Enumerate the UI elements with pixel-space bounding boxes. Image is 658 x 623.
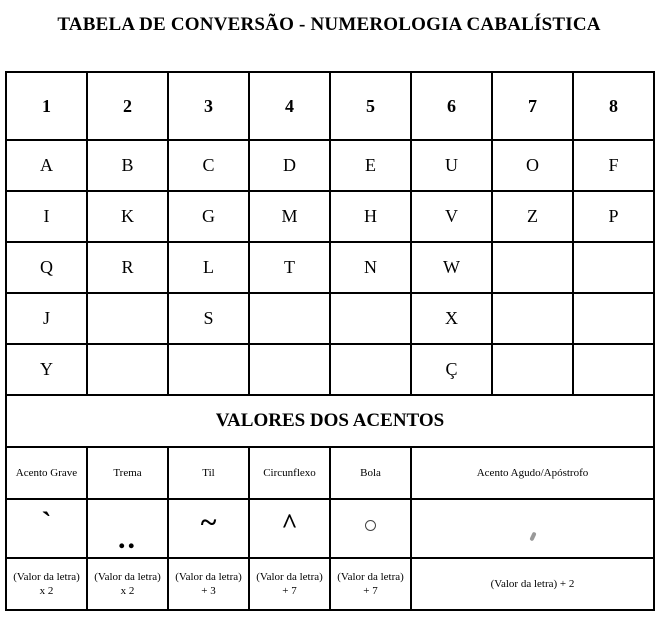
letter-cell	[492, 344, 573, 395]
accent-value-line1: (Valor da letra)	[94, 571, 161, 583]
accents-title-row	[6, 395, 654, 447]
letter-cell	[249, 344, 330, 395]
letter-row	[6, 242, 654, 293]
letter-cell: J	[6, 293, 87, 344]
letter-row	[6, 293, 654, 344]
accent-name: Bola	[330, 447, 411, 499]
letter-row	[6, 191, 654, 242]
accent-value-line2: + 7	[363, 585, 378, 597]
letter-cell: X	[411, 293, 492, 344]
tilde-icon: ~	[200, 505, 217, 539]
accent-name: Trema	[87, 447, 168, 499]
accent-value: (Valor da letra) + 2	[411, 558, 654, 610]
letter-cell	[330, 344, 411, 395]
accent-value	[87, 558, 168, 610]
letter-cell: A	[6, 140, 87, 191]
accent-name-row	[6, 447, 654, 499]
letter-cell: Q	[6, 242, 87, 293]
number-cell: 7	[492, 72, 573, 140]
accent-value-line2: + 3	[201, 585, 216, 597]
number-cell: 4	[249, 72, 330, 140]
letter-cell: W	[411, 242, 492, 293]
accent-symbol-cell	[330, 499, 411, 558]
accent-value-line2: + 7	[282, 585, 297, 597]
accent-name: Circunflexo	[249, 447, 330, 499]
accent-symbol-cell	[411, 499, 654, 558]
letter-cell	[573, 293, 654, 344]
accent-symbol-cell	[6, 499, 87, 558]
letter-cell: U	[411, 140, 492, 191]
number-cell: 1	[6, 72, 87, 140]
letter-cell: S	[168, 293, 249, 344]
letter-cell: M	[249, 191, 330, 242]
letter-cell	[492, 293, 573, 344]
letter-row	[6, 344, 654, 395]
circumflex-icon: ^	[281, 508, 298, 540]
accent-value	[6, 558, 87, 610]
letter-cell: Z	[492, 191, 573, 242]
letter-cell: O	[492, 140, 573, 191]
letter-cell: L	[168, 242, 249, 293]
number-cell: 3	[168, 72, 249, 140]
letter-cell: F	[573, 140, 654, 191]
accent-value-line1: (Valor da letra)	[13, 571, 80, 583]
letter-cell: Ç	[411, 344, 492, 395]
letter-cell	[573, 242, 654, 293]
letter-cell: P	[573, 191, 654, 242]
letter-cell: N	[330, 242, 411, 293]
letter-cell: G	[168, 191, 249, 242]
letter-cell: K	[87, 191, 168, 242]
page-title: TABELA DE CONVERSÃO - NUMEROLOGIA CABALÍSTICA	[57, 14, 601, 35]
letter-cell	[573, 344, 654, 395]
ring-icon	[365, 520, 376, 531]
letter-cell	[168, 344, 249, 395]
letter-cell	[87, 293, 168, 344]
accents-title: VALORES DOS ACENTOS	[6, 395, 654, 447]
letter-cell: R	[87, 242, 168, 293]
accent-value-line2: x 2	[39, 585, 54, 597]
letter-cell: E	[330, 140, 411, 191]
acute-apostrophe-icon	[529, 531, 536, 541]
number-header-row	[6, 72, 654, 140]
accent-symbol-row	[6, 499, 654, 558]
accent-name: Til	[168, 447, 249, 499]
letter-row	[6, 140, 654, 191]
letter-cell	[492, 242, 573, 293]
letter-cell: T	[249, 242, 330, 293]
letter-cell: C	[168, 140, 249, 191]
accent-symbol-cell	[168, 499, 249, 558]
letter-cell	[330, 293, 411, 344]
conversion-table	[5, 71, 655, 611]
accent-value	[168, 558, 249, 610]
letter-cell: D	[249, 140, 330, 191]
accent-value-line1: (Valor da letra)	[256, 571, 323, 583]
letter-cell: V	[411, 191, 492, 242]
accent-value-row	[6, 558, 654, 610]
accent-value	[249, 558, 330, 610]
accent-symbol-cell	[87, 499, 168, 558]
accent-value-line1: (Valor da letra)	[175, 571, 242, 583]
number-cell: 6	[411, 72, 492, 140]
accent-name: Acento Agudo/Apóstrofo	[411, 447, 654, 499]
accent-value-line1: (Valor da letra)	[337, 571, 404, 583]
letter-cell: I	[6, 191, 87, 242]
trema-icon: ..	[118, 521, 137, 555]
number-cell: 2	[87, 72, 168, 140]
letter-cell	[249, 293, 330, 344]
letter-cell	[87, 344, 168, 395]
number-cell: 5	[330, 72, 411, 140]
accent-value	[330, 558, 411, 610]
accent-value-line2: x 2	[120, 585, 135, 597]
letter-cell: H	[330, 191, 411, 242]
letter-cell: Y	[6, 344, 87, 395]
accent-symbol-cell	[249, 499, 330, 558]
number-cell: 8	[573, 72, 654, 140]
accent-name: Acento Grave	[6, 447, 87, 499]
letter-cell: B	[87, 140, 168, 191]
grave-accent-icon: `	[41, 505, 52, 539]
